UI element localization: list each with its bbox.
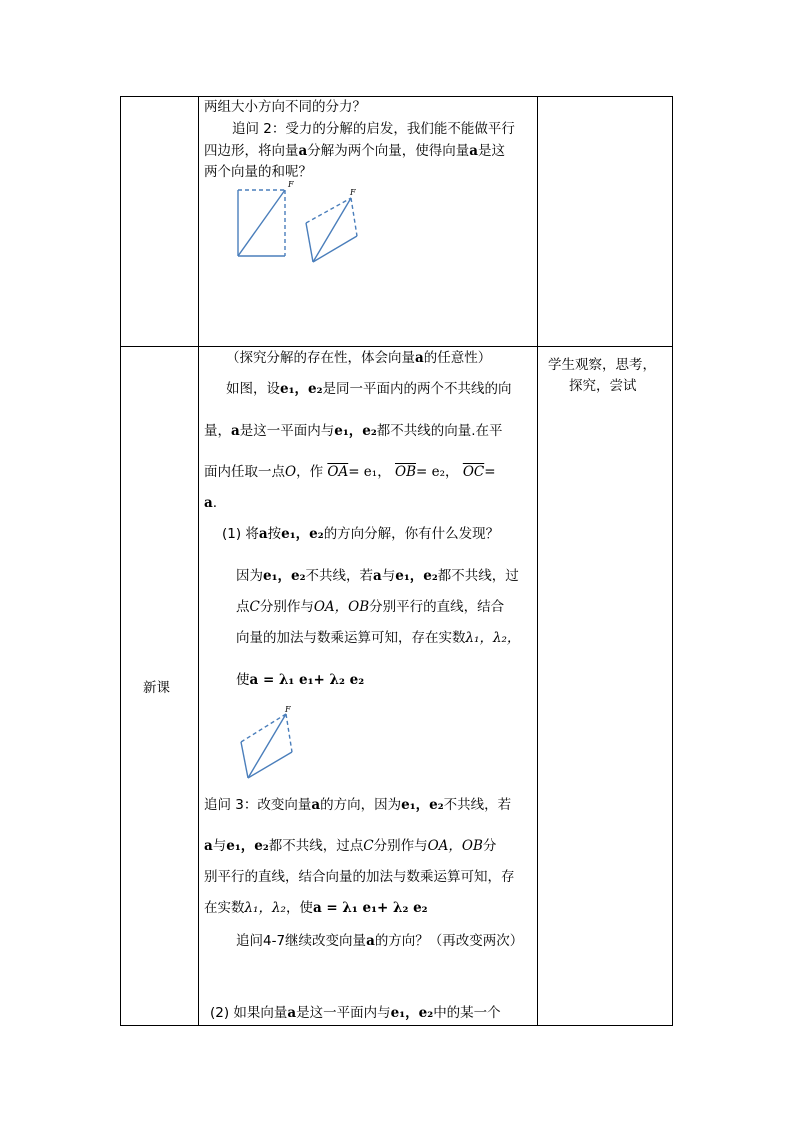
force-label-3: F [285,705,291,714]
vector-decomposition-figure [234,702,304,784]
question-2: (2) 如果向量a是这一平面内与e₁，e₂中的某一个 [210,1005,501,1021]
row1-line1: 两组大小方向不同的分力？ [204,99,366,115]
force-decomposition-figure [230,178,370,268]
followup-3-line1: 追问 3：改变向量a的方向，因为e₁，e₂不共线，若 [204,797,512,813]
vector2-dashed-right [351,198,357,236]
column-divider-left [198,97,199,1025]
followup-3-line4: 在实数λ₁，λ₂，使a = λ₁ e₁+ λ₂ e₂ [204,900,428,916]
force-label-1: F [288,180,294,189]
vector3-bottom [248,752,292,778]
answer-1-line1: 因为e₁，e₂不共线，若a与e₁，e₂都不共线，过 [236,568,519,584]
vector2-bottom [313,236,357,262]
row2-p2: 量，a是这一平面内与e₁，e₂都不共线的向量.在平 [204,423,503,439]
row2-p3: 面内任取一点O，作 $\overline{OA}= e_1$， $\overline{OB}= e_2$， $\overline{OC}=$ [204,464,496,480]
followup-3-line2: a与e₁，e₂都不共线，过点C分别作与OA，OB分 [204,838,497,854]
vector3-dashed-top [241,714,286,742]
vector3-left [241,742,248,778]
followup-3-line3: 别平行的直线，结合向量的加法与数乘运算可知，存 [204,869,515,885]
answer-1-line3: 向量的加法与数乘运算可知，存在实数λ₁，λ₂， [236,630,521,646]
vector2-left [306,223,313,262]
student-activity-line1: 学生观察，思考， [548,357,656,373]
row2-heading: （探究分解的存在性，体会向量a的任意性） [226,350,492,366]
row2-p1: 如图，设e₁，e₂是同一平面内的两个不共线的向 [226,381,512,397]
vector-diagonal [238,190,285,256]
vector3-dashed-right [286,714,292,752]
row1-line2: 追问 2：受力的分解的启发，我们能不能做平行 [232,121,515,137]
answer-1-line4: 使a = λ₁ e₁+ λ₂ e₂ [236,672,365,688]
row-divider [121,346,672,347]
row2-p4: a. [204,495,218,511]
row1-line3: 四边形，将向量a分解为两个向量，使得向量a是这 [204,143,505,159]
question-1: (1) 将a按e₁，e₂的方向分解，你有什么发现？ [222,526,500,542]
section-label-new-lesson: 新课 [143,680,170,696]
vector3-diagonal [248,714,286,778]
followup-4-7: 追问4-7继续改变向量a的方向？（再改变两次） [236,933,524,949]
row1-line4: 两个向量的和呢？ [204,164,312,180]
force-label-2: F [350,188,356,197]
column-divider-right [537,97,538,1025]
vector2-diagonal [313,198,351,262]
answer-1-line2: 点C分别作与OA，OB分别平行的直线，结合 [236,599,505,615]
student-activity-line2: 探究，尝试 [569,378,637,394]
lesson-table [120,96,673,1026]
